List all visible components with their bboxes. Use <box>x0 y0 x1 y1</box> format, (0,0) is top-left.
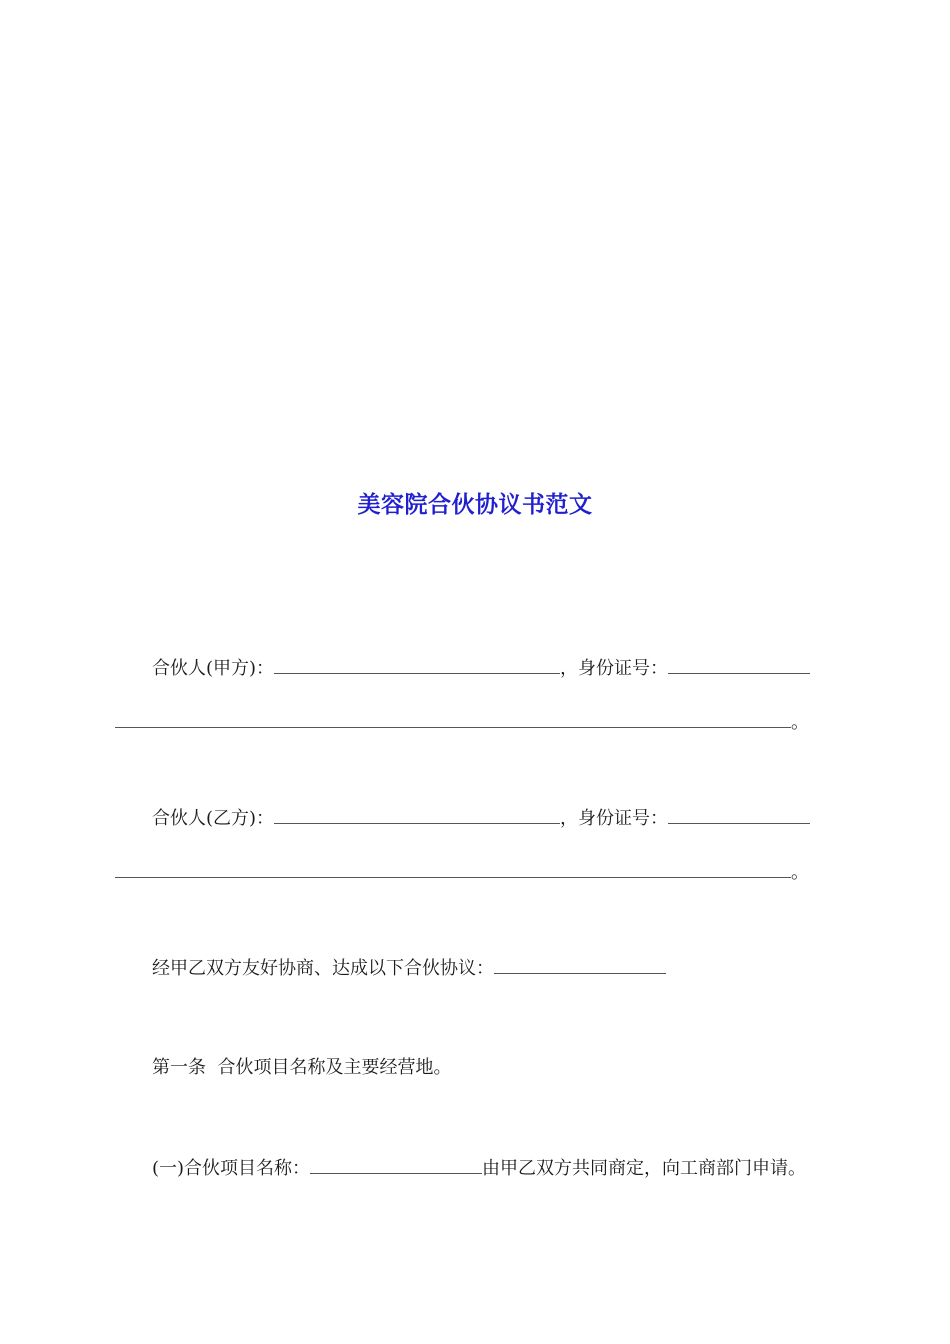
party-a-id-blank-continued <box>115 710 791 728</box>
party-b-id-label: ，身份证号： <box>560 808 669 829</box>
party-b-name-blank <box>274 806 560 824</box>
item-one-blank <box>310 1156 482 1174</box>
party-a-id-continuation <box>115 710 809 735</box>
agreement-intro-text: 经甲乙双方友好协商、达成以下合伙协议： <box>152 958 494 979</box>
party-a-label: 合伙人(甲方)： <box>152 658 275 679</box>
item-one-text: 由甲乙双方共同商定，向工商部门申请。 <box>482 1158 807 1179</box>
party-a-name-blank <box>274 656 560 674</box>
party-a-line <box>152 656 810 681</box>
party-b-line <box>152 806 810 831</box>
party-a-period: 。 <box>791 712 809 733</box>
article-one-text: 第一条 合伙项目名称及主要经营地。 <box>152 1057 452 1078</box>
document-title: 美容院合伙协议书范文 <box>357 491 593 518</box>
item-one-label: (一)合伙项目名称： <box>152 1158 311 1179</box>
agreement-intro-line <box>152 956 666 981</box>
party-b-id-continuation <box>115 860 809 885</box>
party-b-label: 合伙人(乙方)： <box>152 808 275 829</box>
party-b-period: 。 <box>791 862 809 883</box>
agreement-intro-blank <box>494 956 666 974</box>
party-a-id-blank <box>668 656 810 674</box>
party-b-id-blank-continued <box>115 860 791 878</box>
article-one-heading <box>152 1056 451 1080</box>
party-b-id-blank <box>668 806 810 824</box>
item-one-line <box>152 1156 806 1181</box>
party-a-id-label: ，身份证号： <box>560 658 669 679</box>
